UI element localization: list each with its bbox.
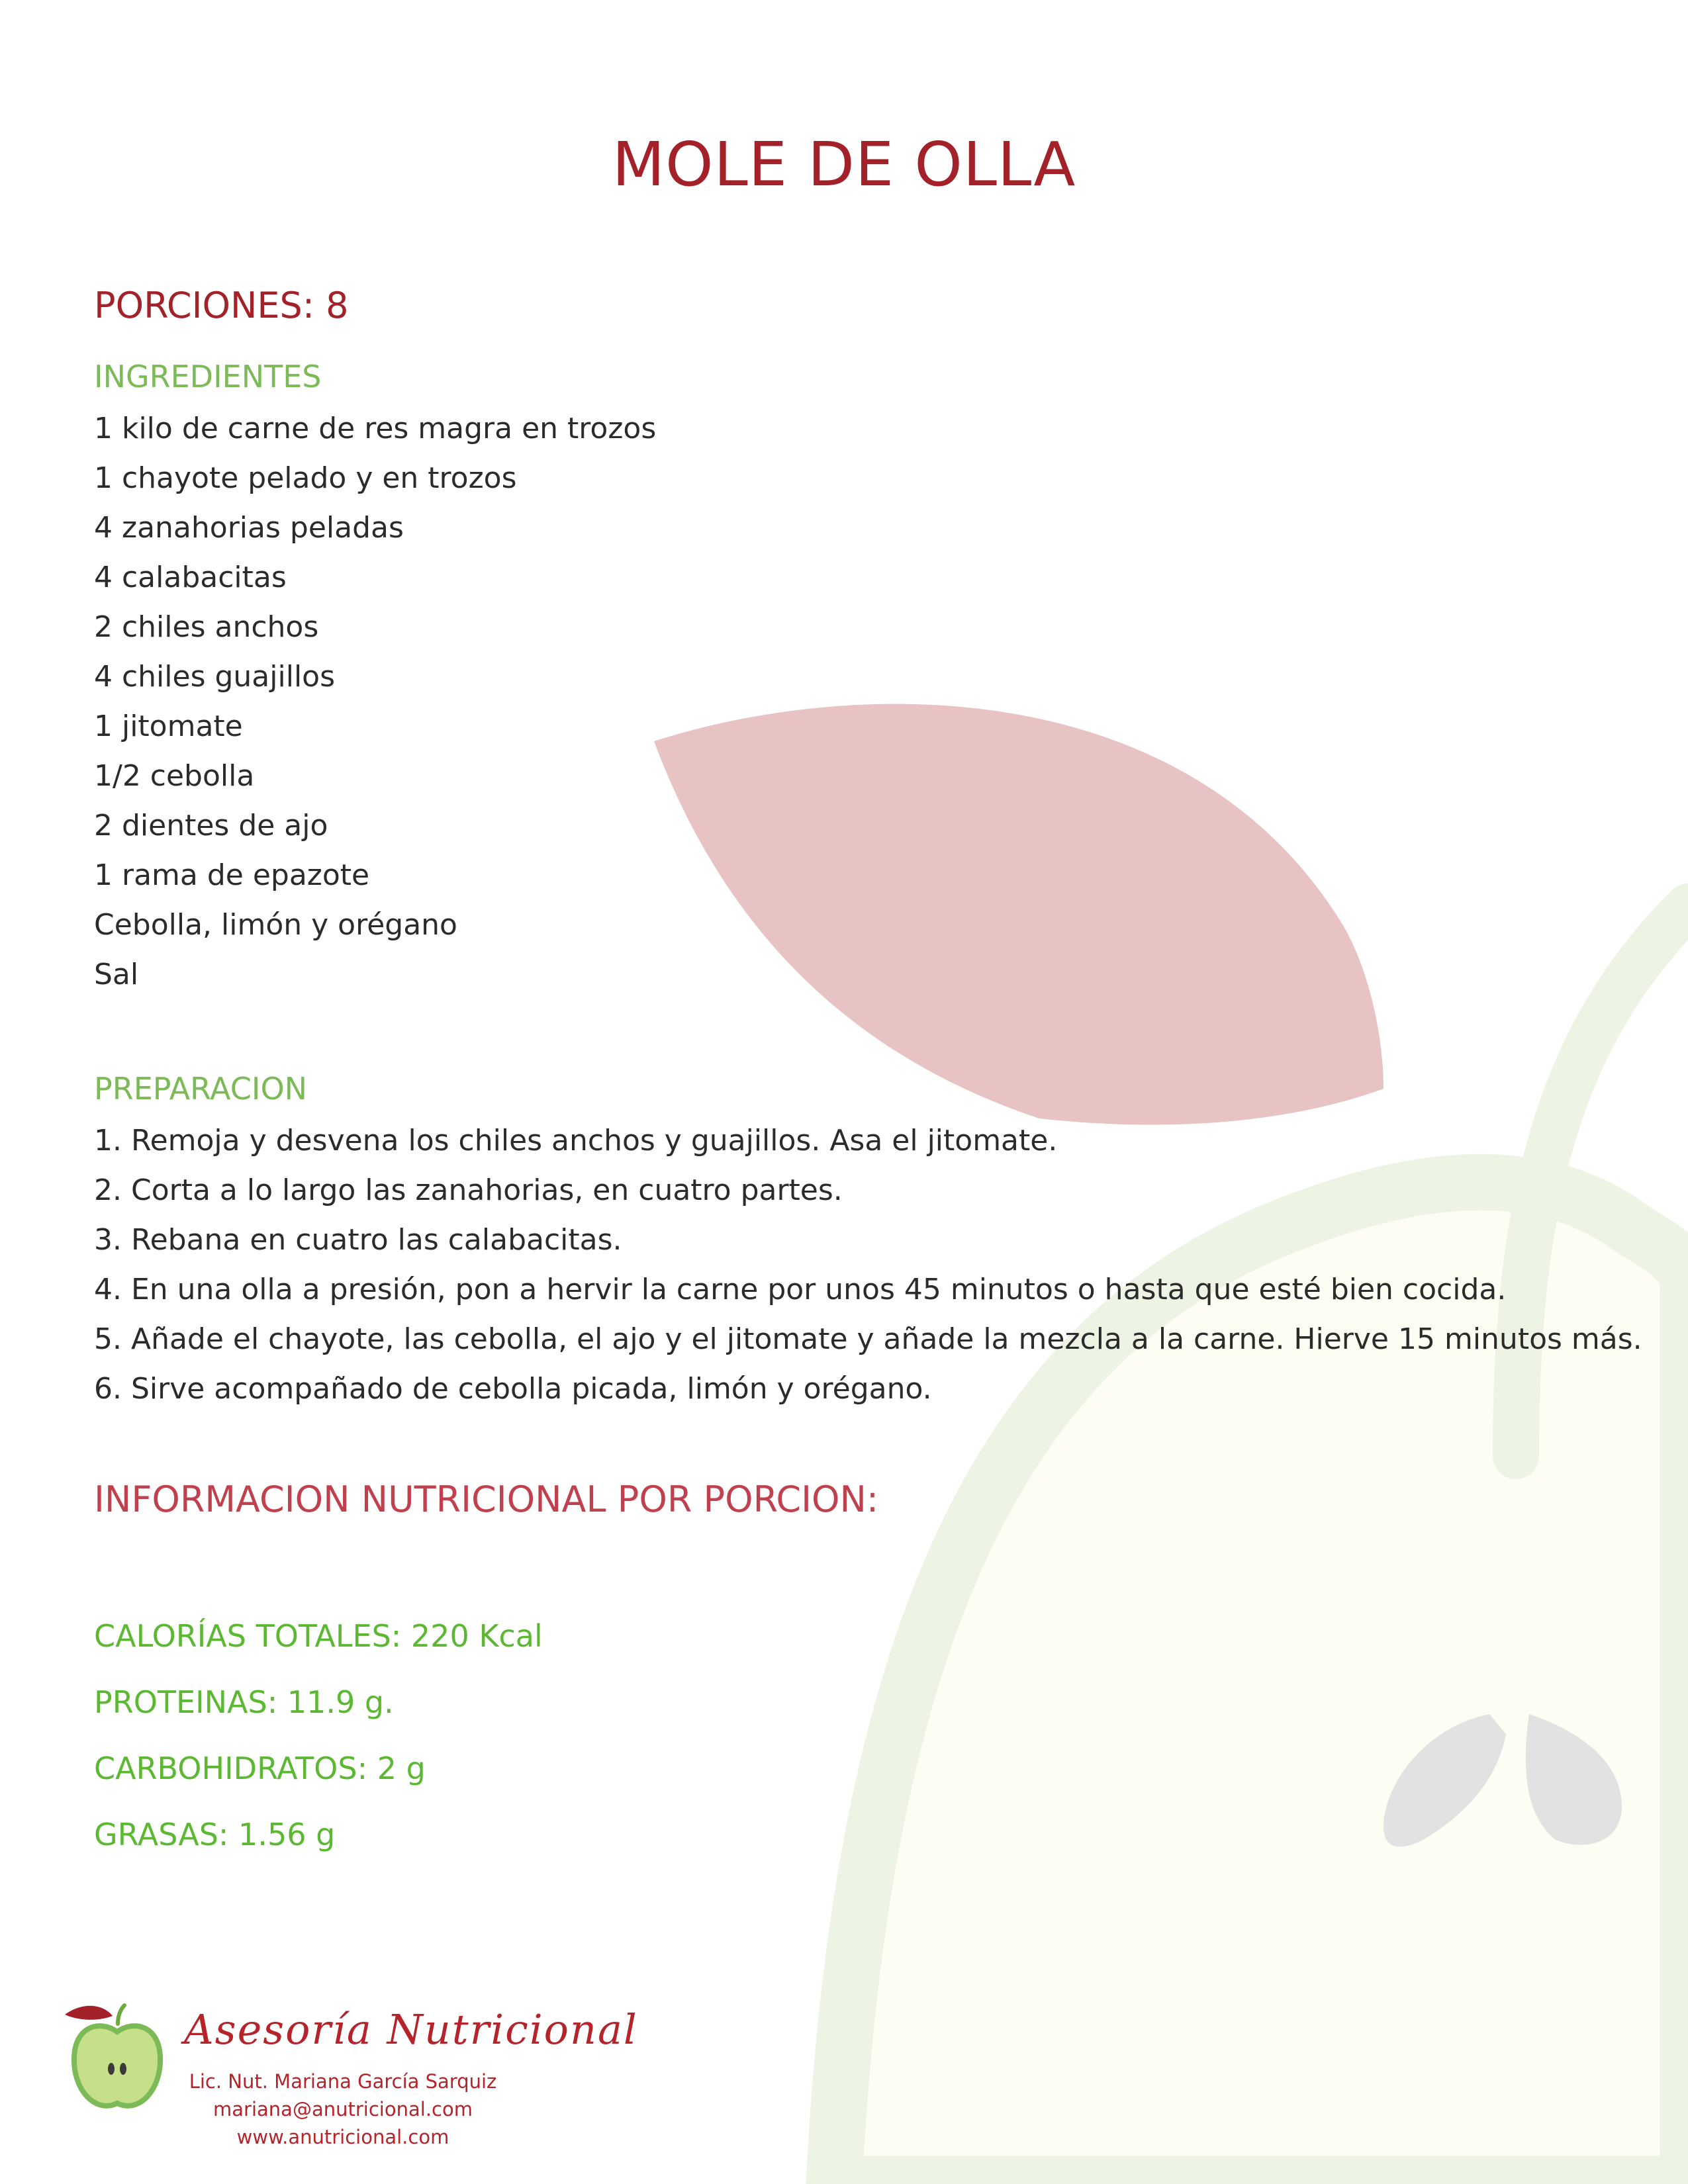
nutrition-carbs: CARBOHIDRATOS: 2 g — [94, 1751, 426, 1786]
preparation-step: 1. Remoja y desvena los chiles anchos y guajillos. Asa el jitomate. — [94, 1124, 1058, 1158]
ingredient-item: 1 kilo de carne de res magra en trozos — [94, 412, 657, 445]
ingredient-item: 1/2 cebolla — [94, 759, 255, 793]
nutrition-proteins: PROTEINAS: 11.9 g. — [94, 1684, 394, 1720]
ingredient-item: 1 rama de epazote — [94, 858, 370, 892]
recipe-title: MOLE DE OLLA — [612, 129, 1076, 200]
preparation-steps — [94, 1116, 1642, 1414]
nutrition-heading: INFORMACION NUTRICIONAL POR PORCION: — [94, 1479, 879, 1520]
ingredient-item: 2 dientes de ajo — [94, 809, 328, 842]
ingredients-heading: INGREDIENTES — [94, 359, 322, 394]
nutrition-fats: GRASAS: 1.56 g — [94, 1817, 336, 1852]
ingredient-item: 1 chayote pelado y en trozos — [94, 461, 517, 495]
ingredient-item: 1 jitomate — [94, 709, 243, 743]
ingredient-item: Sal — [94, 958, 139, 991]
nutrition-calories: CALORÍAS TOTALES: 220 Kcal — [94, 1618, 543, 1654]
preparation-heading: PREPARACION — [94, 1071, 308, 1107]
preparation-step: 3. Rebana en cuatro las calabacitas. — [94, 1223, 622, 1257]
ingredient-item: Cebolla, limón y orégano — [94, 908, 457, 942]
contact-email[interactable]: mariana@anutricional.com — [213, 2098, 473, 2120]
preparation-step: 2. Corta a lo largo las zanahorias, en cuatro partes. — [94, 1173, 843, 1207]
ingredients-list — [94, 404, 656, 999]
preparation-step: 5. Añade el chayote, las cebolla, el ajo y el jitomate y añade la mezcla a la carne. Hierve 15 minutos más. — [94, 1322, 1642, 1356]
ingredient-item: 2 chiles anchos — [94, 610, 319, 644]
preparation-step: 6. Sirve acompañado de cebolla picada, limón y orégano. — [94, 1372, 932, 1406]
ingredient-item: 4 chiles guajillos — [94, 660, 336, 694]
ingredient-item: 4 calabacitas — [94, 561, 287, 594]
ingredient-item: 4 zanahorias peladas — [94, 511, 404, 545]
brand-name: Asesoría Nutricional — [184, 2005, 638, 2054]
author-name: Lic. Nut. Mariana García Sarquiz — [189, 2070, 497, 2093]
apple-logo-icon — [61, 1997, 173, 2116]
website-link[interactable]: www.anutricional.com — [236, 2126, 449, 2148]
preparation-step: 4. En una olla a presión, pon a hervir la carne por unos 45 minutos o hasta que esté bien cocida. — [94, 1273, 1507, 1306]
portions-label: PORCIONES: 8 — [94, 285, 349, 326]
nutrition-list — [94, 1608, 543, 1873]
